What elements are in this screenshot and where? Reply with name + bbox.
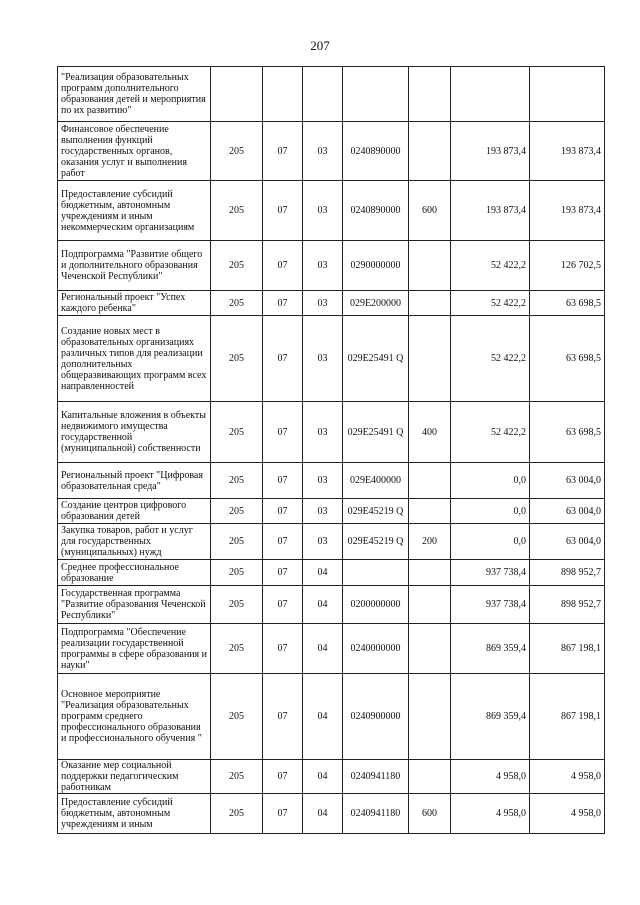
- cell-target: 029E25491 Q: [343, 402, 409, 463]
- cell-target: 0200000000: [343, 586, 409, 624]
- cell-ministry: 205: [211, 586, 263, 624]
- cell-sum-2: 63 698,5: [530, 291, 605, 316]
- cell-ministry: 205: [211, 624, 263, 674]
- cell-expense-type: [409, 316, 451, 402]
- cell-sum-1: 0,0: [451, 499, 530, 524]
- cell-sum-1: 869 359,4: [451, 624, 530, 674]
- cell-subsection: 04: [303, 760, 343, 794]
- cell-target: 0240890000: [343, 181, 409, 241]
- cell-expense-type: [409, 674, 451, 760]
- cell-target: 0240941180: [343, 794, 409, 834]
- table-body: [58, 67, 605, 834]
- cell-section: 07: [263, 560, 303, 586]
- cell-name: Основное мероприятие "Реализация образовательных программ среднего профессионального образования и профессионального обучения ": [58, 674, 211, 760]
- cell-sum-1: 937 738,4: [451, 586, 530, 624]
- cell-ministry: 205: [211, 122, 263, 181]
- table-row: [58, 794, 605, 834]
- cell-section: 07: [263, 241, 303, 291]
- table-row: [58, 291, 605, 316]
- cell-ministry: 205: [211, 499, 263, 524]
- cell-target: 029E200000: [343, 291, 409, 316]
- cell-expense-type: 600: [409, 181, 451, 241]
- cell-sum-2: 63 698,5: [530, 402, 605, 463]
- cell-target: 0290000000: [343, 241, 409, 291]
- cell-target: 029E25491 Q: [343, 316, 409, 402]
- cell-sum-2: 898 952,7: [530, 560, 605, 586]
- cell-ministry: 205: [211, 674, 263, 760]
- cell-name: Создание новых мест в образовательных организациях различных типов для реализации дополнительных общеразвивающих программ всех направленностей: [58, 316, 211, 402]
- table-row: [58, 316, 605, 402]
- cell-name: Предоставление субсидий бюджетным, автономным учреждениям и иным: [58, 794, 211, 834]
- table-row: [58, 181, 605, 241]
- cell-subsection: 04: [303, 794, 343, 834]
- table-row: [58, 760, 605, 794]
- cell-expense-type: [409, 241, 451, 291]
- cell-expense-type: [409, 499, 451, 524]
- cell-target: 0240890000: [343, 122, 409, 181]
- cell-expense-type: [409, 586, 451, 624]
- cell-section: 07: [263, 524, 303, 560]
- cell-section: 07: [263, 760, 303, 794]
- cell-ministry: 205: [211, 794, 263, 834]
- cell-target: 0240941180: [343, 760, 409, 794]
- table-row: [58, 122, 605, 181]
- cell-sum-1: 0,0: [451, 463, 530, 499]
- cell-section: 07: [263, 499, 303, 524]
- cell-sum-2: 63 004,0: [530, 463, 605, 499]
- cell-subsection: 03: [303, 241, 343, 291]
- cell-target: 0240900000: [343, 674, 409, 760]
- table-row: [58, 524, 605, 560]
- cell-ministry: 205: [211, 560, 263, 586]
- cell-section: 07: [263, 624, 303, 674]
- cell-subsection: 03: [303, 463, 343, 499]
- cell-sum-2: 867 198,1: [530, 624, 605, 674]
- cell-target: 029E45219 Q: [343, 524, 409, 560]
- cell-subsection: 03: [303, 181, 343, 241]
- table-row: [58, 624, 605, 674]
- table-row: [58, 499, 605, 524]
- cell-expense-type: 200: [409, 524, 451, 560]
- cell-ministry: 205: [211, 524, 263, 560]
- cell-section: [263, 67, 303, 122]
- cell-sum-1: 52 422,2: [451, 241, 530, 291]
- cell-target: 0240000000: [343, 624, 409, 674]
- cell-subsection: [303, 67, 343, 122]
- cell-sum-1: 4 958,0: [451, 794, 530, 834]
- cell-sum-2: 4 958,0: [530, 760, 605, 794]
- cell-name: Капитальные вложения в объекты недвижимого имущества государственной (муниципальной) собственности: [58, 402, 211, 463]
- cell-section: 07: [263, 794, 303, 834]
- cell-expense-type: [409, 122, 451, 181]
- cell-name: Региональный проект "Цифровая образовательная среда": [58, 463, 211, 499]
- cell-ministry: 205: [211, 760, 263, 794]
- cell-sum-1: 52 422,2: [451, 291, 530, 316]
- cell-expense-type: [409, 624, 451, 674]
- cell-name: Государственная программа "Развитие образования Чеченской Республики": [58, 586, 211, 624]
- cell-subsection: 04: [303, 674, 343, 760]
- cell-name: Предоставление субсидий бюджетным, автономным учреждениям и иным некоммерческим организациям: [58, 181, 211, 241]
- cell-sum-1: [451, 67, 530, 122]
- page-number: 207: [310, 38, 330, 53]
- table-row: [58, 463, 605, 499]
- cell-sum-1: 4 958,0: [451, 760, 530, 794]
- budget-table: [57, 66, 605, 834]
- table-row: [58, 241, 605, 291]
- table-row: [58, 674, 605, 760]
- cell-subsection: 03: [303, 122, 343, 181]
- table-row: [58, 586, 605, 624]
- cell-ministry: 205: [211, 402, 263, 463]
- cell-section: 07: [263, 463, 303, 499]
- cell-section: 07: [263, 402, 303, 463]
- cell-sum-2: 193 873,4: [530, 181, 605, 241]
- cell-ministry: 205: [211, 181, 263, 241]
- cell-section: 07: [263, 674, 303, 760]
- cell-subsection: 04: [303, 586, 343, 624]
- cell-sum-1: 0,0: [451, 524, 530, 560]
- cell-expense-type: [409, 560, 451, 586]
- cell-sum-2: 867 198,1: [530, 674, 605, 760]
- cell-sum-1: 193 873,4: [451, 122, 530, 181]
- cell-section: 07: [263, 586, 303, 624]
- cell-ministry: 205: [211, 463, 263, 499]
- cell-section: 07: [263, 122, 303, 181]
- cell-sum-2: 63 004,0: [530, 499, 605, 524]
- cell-sum-1: 193 873,4: [451, 181, 530, 241]
- cell-name: Создание центров цифрового образования детей: [58, 499, 211, 524]
- cell-name: Подпрограмма "Развитие общего и дополнительного образования Чеченской Республики": [58, 241, 211, 291]
- cell-name: "Реализация образовательных программ дополнительного образования детей и мероприятия по их развитию": [58, 67, 211, 122]
- cell-section: 07: [263, 181, 303, 241]
- cell-name: Среднее профессиональное образование: [58, 560, 211, 586]
- cell-sum-1: 52 422,2: [451, 316, 530, 402]
- cell-ministry: 205: [211, 241, 263, 291]
- cell-sum-2: [530, 67, 605, 122]
- cell-ministry: 205: [211, 291, 263, 316]
- cell-sum-2: 4 958,0: [530, 794, 605, 834]
- cell-name: Оказание мер социальной поддержки педагогическим работникам: [58, 760, 211, 794]
- cell-sum-2: 63 698,5: [530, 316, 605, 402]
- cell-subsection: 03: [303, 524, 343, 560]
- cell-section: 07: [263, 316, 303, 402]
- cell-target: [343, 67, 409, 122]
- cell-ministry: [211, 67, 263, 122]
- cell-section: 07: [263, 291, 303, 316]
- cell-sum-1: 869 359,4: [451, 674, 530, 760]
- cell-subsection: 03: [303, 402, 343, 463]
- cell-expense-type: [409, 463, 451, 499]
- cell-expense-type: 400: [409, 402, 451, 463]
- cell-sum-2: 63 004,0: [530, 524, 605, 560]
- cell-sum-1: 937 738,4: [451, 560, 530, 586]
- cell-subsection: 03: [303, 291, 343, 316]
- cell-expense-type: 600: [409, 794, 451, 834]
- cell-target: 029E400000: [343, 463, 409, 499]
- cell-subsection: 04: [303, 560, 343, 586]
- cell-ministry: 205: [211, 316, 263, 402]
- cell-target: [343, 560, 409, 586]
- cell-target: 029E45219 Q: [343, 499, 409, 524]
- table-row: [58, 560, 605, 586]
- cell-name: Финансовое обеспечение выполнения функций государственных органов, оказания услуг и выполнения работ: [58, 122, 211, 181]
- cell-name: Закупка товаров, работ и услуг для государственных (муниципальных) нужд: [58, 524, 211, 560]
- cell-sum-1: 52 422,2: [451, 402, 530, 463]
- cell-sum-2: 193 873,4: [530, 122, 605, 181]
- cell-expense-type: [409, 760, 451, 794]
- cell-sum-2: 898 952,7: [530, 586, 605, 624]
- cell-name: Региональный проект "Успех каждого ребенка": [58, 291, 211, 316]
- table-row: [58, 402, 605, 463]
- table-row: [58, 67, 605, 122]
- cell-name: Подпрограмма "Обеспечение реализации государственной программы в сфере образования и науки": [58, 624, 211, 674]
- cell-expense-type: [409, 67, 451, 122]
- cell-expense-type: [409, 291, 451, 316]
- cell-sum-2: 126 702,5: [530, 241, 605, 291]
- cell-subsection: 04: [303, 624, 343, 674]
- cell-subsection: 03: [303, 316, 343, 402]
- cell-subsection: 03: [303, 499, 343, 524]
